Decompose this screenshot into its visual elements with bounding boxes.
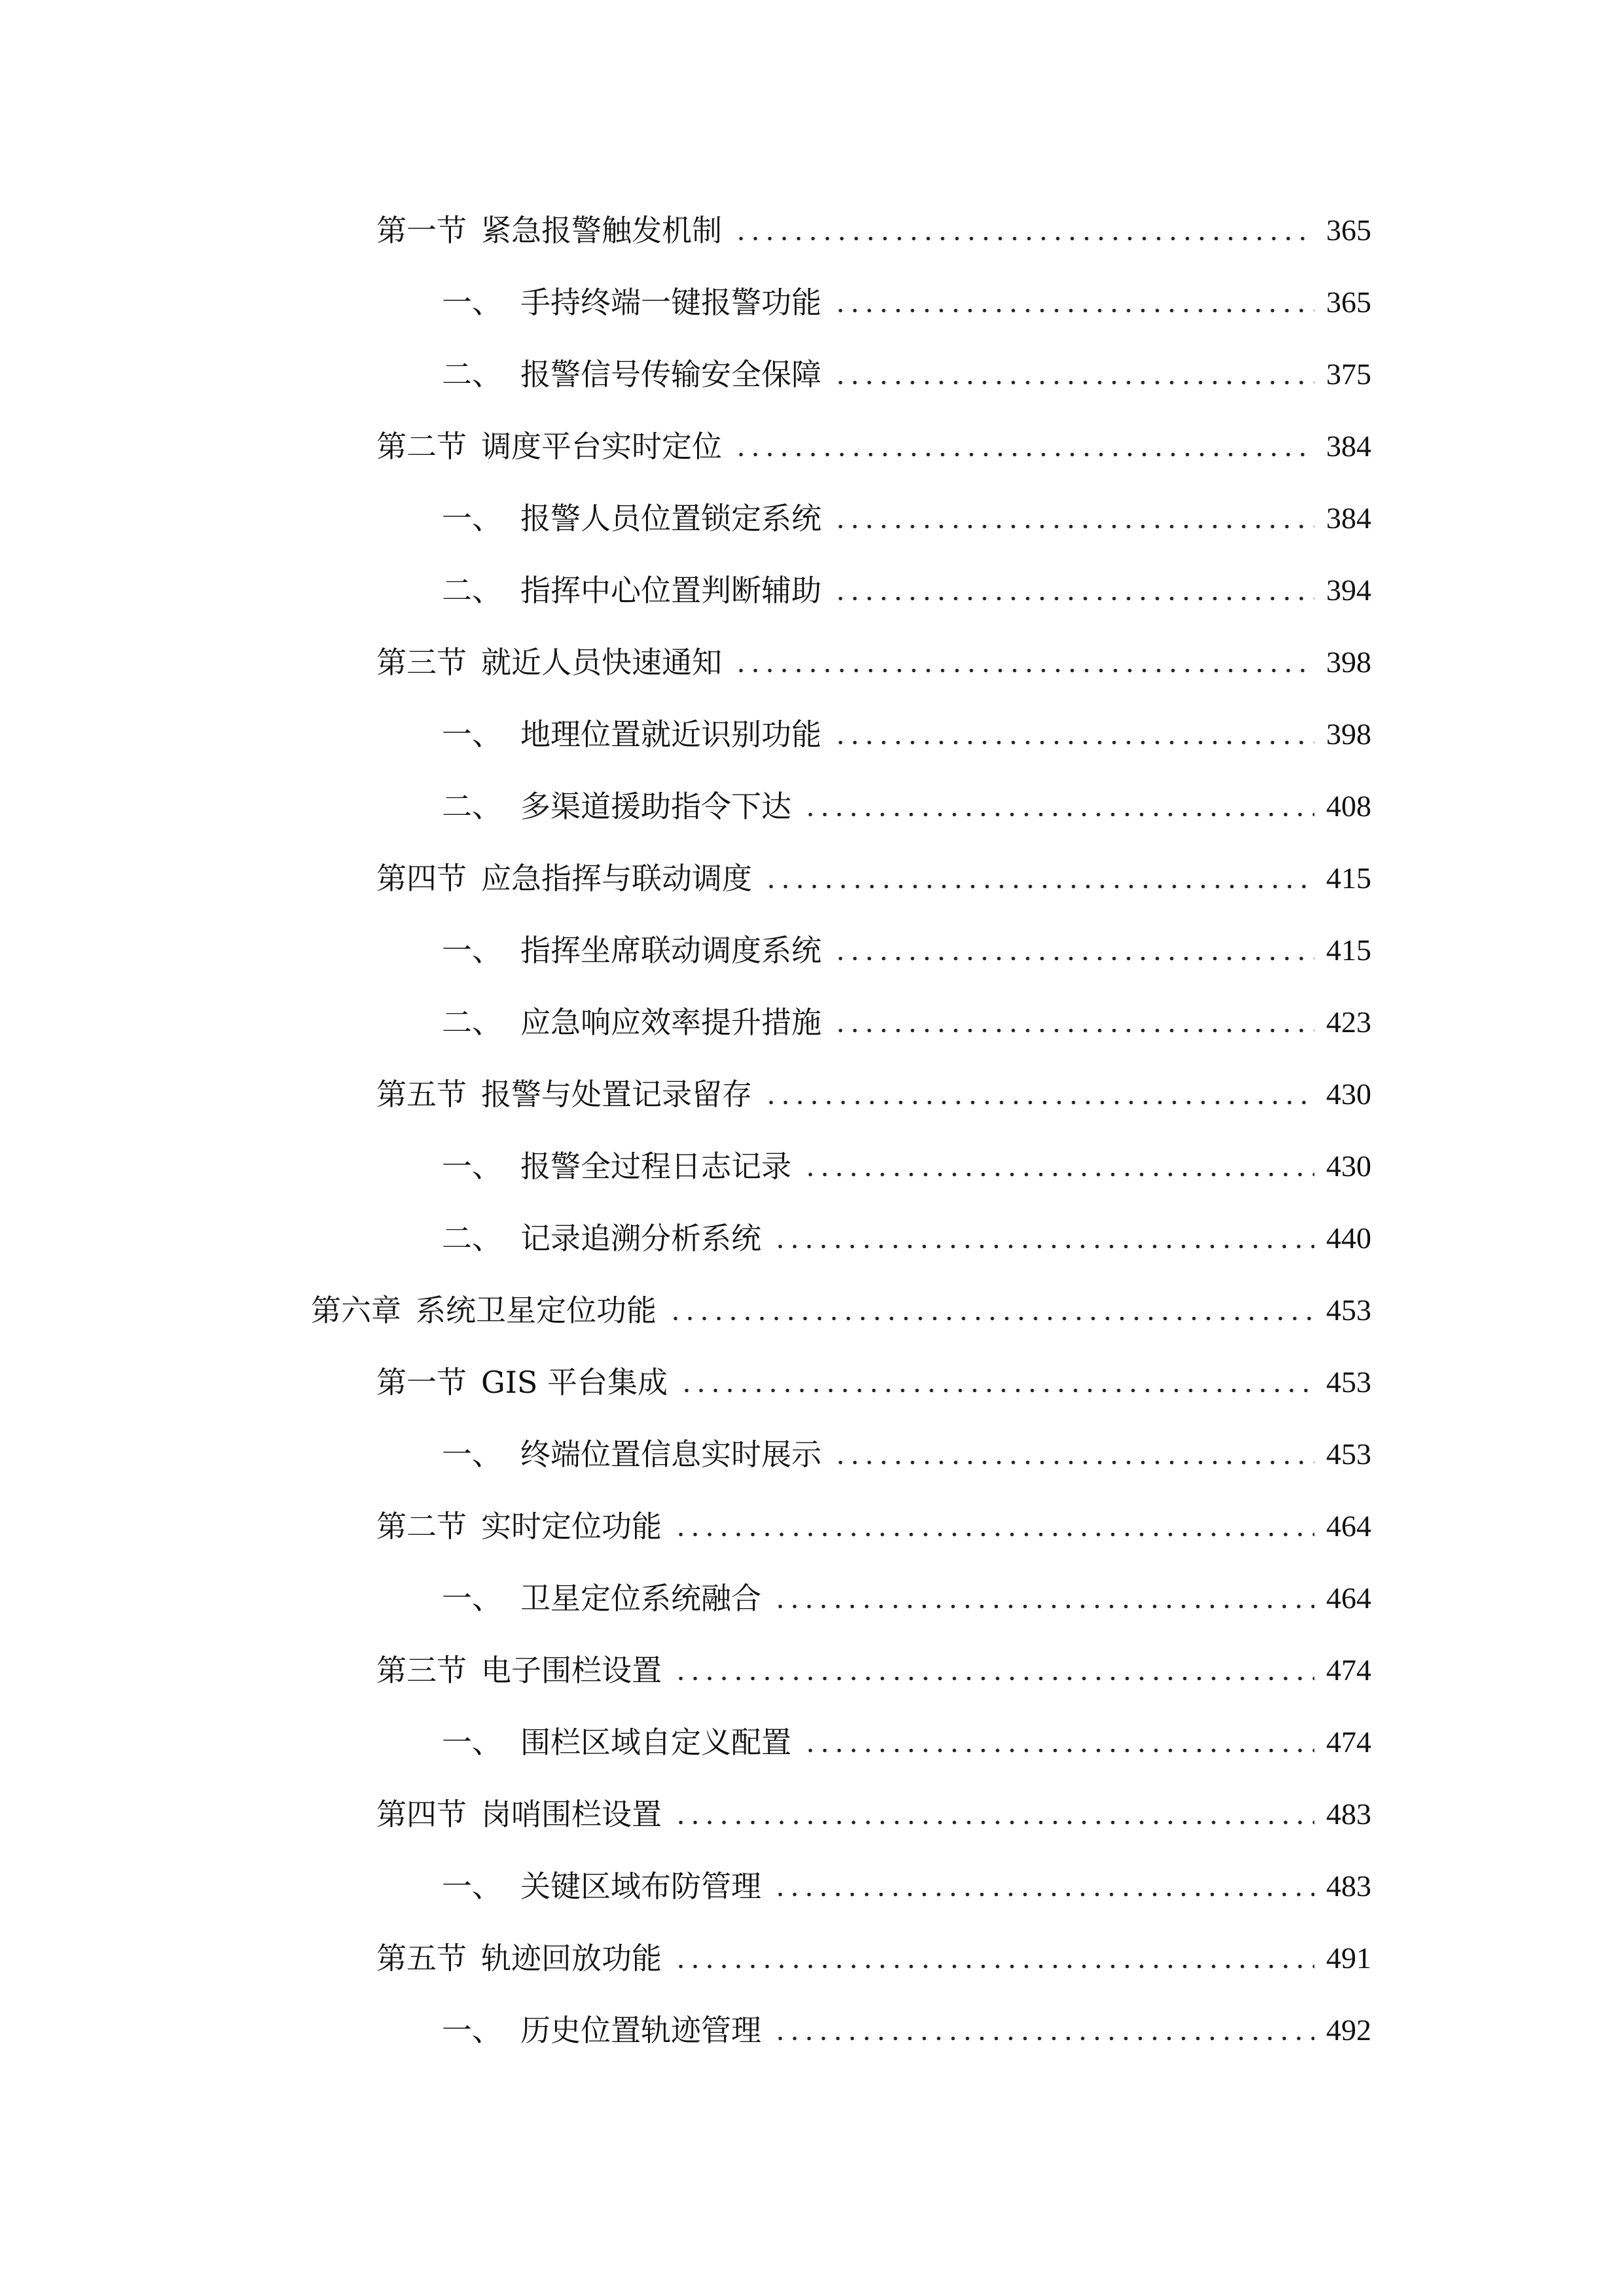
toc-page-number: 384 bbox=[1326, 429, 1371, 463]
toc-entry[interactable] bbox=[376, 1777, 1371, 1832]
toc-entry[interactable] bbox=[442, 1993, 1371, 2048]
toc-page-number: 375 bbox=[1326, 357, 1371, 391]
toc-entry[interactable] bbox=[376, 1345, 1371, 1400]
toc-entry-number: 一、 bbox=[442, 1725, 502, 1760]
toc-entry-number: 二、 bbox=[442, 1005, 502, 1040]
toc-entry[interactable] bbox=[376, 1057, 1371, 1112]
dot-leader bbox=[833, 524, 1314, 529]
toc-entry-title: 历史位置轨迹管理 bbox=[520, 2013, 761, 2048]
toc-page-number: 430 bbox=[1326, 1077, 1371, 1111]
dot-leader bbox=[764, 1100, 1314, 1105]
toc-page-number: 415 bbox=[1326, 861, 1371, 895]
toc-page-number: 430 bbox=[1326, 1149, 1371, 1183]
toc-entry-title: 电子围栏设置 bbox=[481, 1653, 662, 1688]
toc-entry-number: 一、 bbox=[442, 1149, 502, 1184]
toc-entry[interactable] bbox=[376, 625, 1371, 680]
toc-page-number: 491 bbox=[1326, 1941, 1371, 1975]
toc-entry-title: 卫星定位系统融合 bbox=[520, 1581, 761, 1616]
toc-page-number: 492 bbox=[1326, 2013, 1371, 2047]
toc-entry[interactable] bbox=[442, 1705, 1371, 1760]
dot-leader bbox=[674, 1676, 1314, 1681]
toc-entry-number: 第三节 bbox=[376, 1653, 467, 1688]
dot-leader bbox=[773, 1892, 1314, 1897]
toc-entry-title: 就近人员快速通知 bbox=[481, 645, 722, 680]
toc-entry[interactable] bbox=[376, 841, 1371, 896]
toc-entry[interactable] bbox=[442, 913, 1371, 968]
toc-page-number: 394 bbox=[1326, 573, 1371, 607]
toc-entry-title: 报警全过程日志记录 bbox=[520, 1149, 791, 1184]
toc-entry-title: 报警人员位置锁定系统 bbox=[520, 501, 821, 536]
dot-leader bbox=[734, 452, 1314, 457]
dot-leader bbox=[833, 1460, 1314, 1465]
toc-entry[interactable] bbox=[442, 1849, 1371, 1904]
toc-entry-number: 第五节 bbox=[376, 1077, 467, 1112]
toc-page-number: 483 bbox=[1326, 1869, 1371, 1903]
toc-entry-number: 一、 bbox=[442, 1581, 502, 1616]
toc-page-number: 415 bbox=[1326, 933, 1371, 967]
toc-page-number: 453 bbox=[1326, 1437, 1371, 1471]
toc-entry[interactable] bbox=[376, 1633, 1371, 1688]
toc-entry-number: 二、 bbox=[442, 1221, 502, 1256]
toc-entry-title: 应急指挥与联动调度 bbox=[481, 861, 752, 896]
toc-entry-title: 终端位置信息实时展示 bbox=[520, 1437, 821, 1472]
toc-page-number: 464 bbox=[1326, 1581, 1371, 1615]
toc-entry-number: 第三节 bbox=[376, 645, 467, 680]
toc-entry-title: 地理位置就近识别功能 bbox=[520, 717, 821, 752]
toc-entry-number: 一、 bbox=[442, 285, 502, 320]
toc-entry[interactable] bbox=[442, 481, 1371, 536]
toc-entry-number: 第二节 bbox=[376, 1509, 467, 1544]
toc-entry-number: 第五节 bbox=[376, 1941, 467, 1976]
toc-entry[interactable] bbox=[376, 409, 1371, 464]
toc-entry-title: 围栏区域自定义配置 bbox=[520, 1725, 791, 1760]
toc-entry-number: 第六章 bbox=[311, 1293, 401, 1328]
dot-leader bbox=[833, 1028, 1314, 1033]
toc-entry-title: 实时定位功能 bbox=[481, 1509, 662, 1544]
toc-page-number: 408 bbox=[1326, 789, 1371, 823]
toc-entry[interactable] bbox=[442, 1561, 1371, 1616]
toc-entry-number: 一、 bbox=[442, 717, 502, 752]
toc-entry[interactable] bbox=[376, 1921, 1371, 1976]
toc-page-number: 483 bbox=[1326, 1797, 1371, 1831]
dot-leader bbox=[833, 740, 1314, 745]
toc-entry-number: 第一节 bbox=[376, 1365, 467, 1400]
toc-entry[interactable] bbox=[442, 1201, 1371, 1256]
toc-entry-title: 系统卫星定位功能 bbox=[416, 1293, 657, 1328]
toc-entry-number: 一、 bbox=[442, 933, 502, 968]
dot-leader bbox=[773, 1604, 1314, 1609]
toc-entry-title: 指挥坐席联动调度系统 bbox=[520, 933, 821, 968]
toc-entry-number: 一、 bbox=[442, 1437, 502, 1472]
toc-entry-title: 应急响应效率提升措施 bbox=[520, 1005, 821, 1040]
dot-leader bbox=[674, 1820, 1314, 1825]
toc-entry-number: 第二节 bbox=[376, 429, 467, 464]
toc-entry-title: GIS 平台集成 bbox=[481, 1365, 668, 1400]
toc-entry[interactable] bbox=[442, 337, 1371, 392]
toc-page-number: 365 bbox=[1326, 285, 1371, 319]
toc-page-number: 474 bbox=[1326, 1653, 1371, 1687]
toc-entry[interactable] bbox=[442, 769, 1371, 824]
dot-leader bbox=[803, 1748, 1314, 1753]
dot-leader bbox=[773, 2036, 1314, 2041]
toc-entry-number: 第四节 bbox=[376, 1797, 467, 1832]
toc-entry-title: 指挥中心位置判断辅助 bbox=[520, 573, 821, 608]
toc-page-number: 384 bbox=[1326, 501, 1371, 535]
toc-entry[interactable] bbox=[442, 1129, 1371, 1184]
dot-leader bbox=[668, 1316, 1314, 1321]
toc-entry-title: 多渠道援助指令下达 bbox=[520, 789, 791, 824]
dot-leader bbox=[734, 236, 1314, 242]
toc-entry-chapter[interactable] bbox=[311, 1273, 1371, 1328]
dot-leader bbox=[773, 1244, 1314, 1249]
toc-entry[interactable] bbox=[442, 697, 1371, 752]
dot-leader bbox=[803, 812, 1314, 817]
toc-page-number: 453 bbox=[1326, 1293, 1371, 1327]
toc-entry[interactable] bbox=[376, 1489, 1371, 1544]
dot-leader bbox=[679, 1388, 1314, 1393]
toc-page-number: 464 bbox=[1326, 1509, 1371, 1543]
toc-entry-title: 轨迹回放功能 bbox=[481, 1941, 662, 1976]
toc-entry-number: 一、 bbox=[442, 501, 502, 536]
toc-entry-title: 紧急报警触发机制 bbox=[481, 213, 722, 248]
toc-entry[interactable] bbox=[442, 1417, 1371, 1472]
dot-leader bbox=[803, 1172, 1314, 1177]
toc-entry-title: 岗哨围栏设置 bbox=[481, 1797, 662, 1832]
toc-page-number: 440 bbox=[1326, 1221, 1371, 1255]
toc-entry-number: 一、 bbox=[442, 1869, 502, 1904]
toc-entry-number: 二、 bbox=[442, 789, 502, 824]
toc-entry[interactable] bbox=[442, 265, 1371, 320]
toc-entry-number: 二、 bbox=[442, 357, 502, 392]
toc-page-number: 365 bbox=[1326, 213, 1371, 247]
toc-entry-title: 报警与处置记录留存 bbox=[481, 1077, 752, 1112]
toc-page-number: 398 bbox=[1326, 645, 1371, 679]
toc-entry-number: 二、 bbox=[442, 573, 502, 608]
toc-entry-title: 调度平台实时定位 bbox=[481, 429, 722, 464]
toc-entry[interactable] bbox=[442, 985, 1371, 1040]
toc-entry-title: 报警信号传输安全保障 bbox=[520, 357, 821, 392]
dot-leader bbox=[833, 956, 1314, 961]
toc-entry-number: 第四节 bbox=[376, 861, 467, 896]
toc-entry-title: 手持终端一键报警功能 bbox=[520, 285, 821, 320]
toc-entry-number: 第一节 bbox=[376, 213, 467, 248]
dot-leader bbox=[734, 668, 1314, 673]
dot-leader bbox=[833, 380, 1314, 386]
toc-entry[interactable] bbox=[442, 553, 1371, 608]
toc-entry-number: 一、 bbox=[442, 2013, 502, 2048]
toc-page-number: 453 bbox=[1326, 1365, 1371, 1399]
dot-leader bbox=[833, 596, 1314, 601]
toc-page-number: 398 bbox=[1326, 717, 1371, 751]
toc-page-number: 474 bbox=[1326, 1725, 1371, 1759]
toc-entry-title: 关键区域布防管理 bbox=[520, 1869, 761, 1904]
dot-leader bbox=[674, 1532, 1314, 1537]
toc-page-number: 423 bbox=[1326, 1005, 1371, 1039]
dot-leader bbox=[833, 308, 1314, 314]
toc-entry[interactable] bbox=[376, 193, 1371, 248]
toc-entry-title: 记录追溯分析系统 bbox=[520, 1221, 761, 1256]
dot-leader bbox=[674, 1964, 1314, 1969]
dot-leader bbox=[764, 884, 1314, 889]
